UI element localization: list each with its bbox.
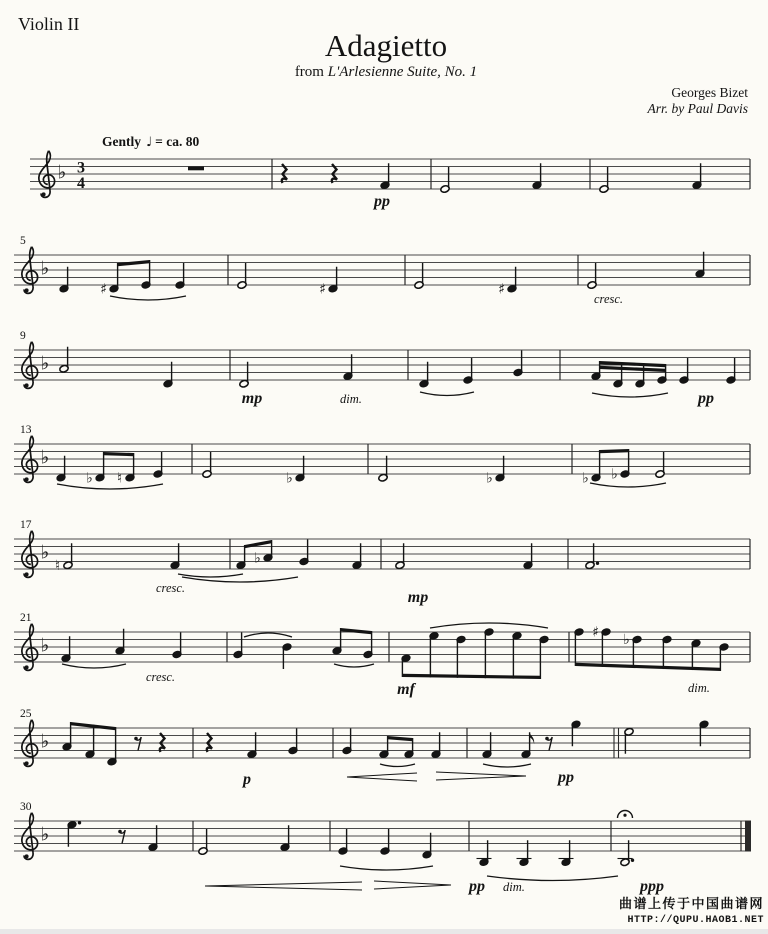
accidental-sharp: ♯ — [319, 281, 326, 298]
accidental-flat: ♭ — [286, 470, 293, 487]
tempo-value: = ca. 80 — [155, 134, 200, 149]
expression-text: dim. — [688, 681, 710, 695]
time-signature-numerator: 3 — [77, 159, 85, 177]
dynamic-marking: pp — [374, 193, 390, 210]
accidental-natural: ♮ — [116, 470, 123, 487]
dynamic-marking: p — [243, 771, 251, 788]
measure-number: 21 — [20, 612, 32, 624]
key-signature-flat: ♭ — [57, 161, 67, 184]
accidental-flat: ♭ — [254, 550, 261, 567]
accidental-sharp: ♯ — [498, 281, 505, 298]
dynamic-marking: pp — [469, 878, 485, 895]
clef-dot — [25, 854, 29, 858]
expression-text: cresc. — [594, 292, 624, 306]
key-signature-flat: ♭ — [40, 634, 50, 657]
measure-number: 25 — [20, 708, 32, 720]
measure-number: 5 — [20, 235, 26, 247]
measure-number: 30 — [20, 801, 32, 813]
accidental-sharp: ♯ — [100, 281, 107, 298]
clef-dot — [25, 477, 29, 481]
subtitle-work: L'Arlesienne Suite, No. 1 — [327, 64, 478, 80]
time-signature-denominator: 4 — [77, 174, 85, 192]
key-signature-flat: ♭ — [40, 730, 50, 753]
expression-text: cresc. — [146, 670, 176, 684]
clef-dot — [25, 761, 29, 765]
arranger: Arr. by Paul Davis — [647, 101, 748, 116]
dynamic-marking: mf — [397, 681, 415, 698]
accidental-flat: ♭ — [582, 470, 589, 487]
subtitle-prefix: from — [294, 64, 328, 80]
dynamic-marking: mp — [407, 589, 429, 606]
measure-number: 13 — [20, 424, 32, 436]
part-name: Violin II — [18, 14, 80, 34]
key-signature-flat: ♭ — [40, 257, 50, 280]
dynamic-marking: pp — [698, 390, 714, 407]
subtitle — [295, 64, 477, 80]
tempo-word: Gently — [102, 134, 141, 149]
dynamic-marking: pp — [558, 769, 574, 786]
fermata-icon — [623, 814, 626, 817]
accidental-flat: ♭ — [86, 470, 93, 487]
augmentation-dot — [596, 562, 599, 565]
accidental-flat: ♭ — [486, 470, 493, 487]
quarter-note-icon: ♩ — [146, 135, 153, 150]
expression-text: cresc. — [156, 581, 186, 595]
accidental-flat: ♭ — [623, 632, 630, 649]
clef-dot — [25, 288, 29, 292]
key-signature-flat: ♭ — [40, 823, 50, 846]
augmentation-dot — [631, 859, 634, 862]
accidental-sharp: ♯ — [592, 624, 599, 641]
expression-text: dim. — [340, 392, 362, 406]
clef-dot — [25, 572, 29, 576]
measure-number: 9 — [20, 330, 26, 342]
accidental-natural: ♮ — [54, 557, 61, 574]
accidental-flat: ♭ — [611, 466, 618, 483]
key-signature-flat: ♭ — [40, 446, 50, 469]
final-barline-thick — [745, 821, 751, 852]
clef-dot — [42, 192, 46, 196]
composer: Georges Bizet — [671, 85, 748, 100]
footer-url: HTTP://QUPU.HAOB1.NET — [627, 915, 764, 926]
tempo-marking — [102, 134, 199, 150]
expression-text: dim. — [503, 880, 525, 894]
dynamic-marking: mp — [241, 390, 263, 407]
measure-number: 17 — [20, 519, 32, 531]
clef-dot — [25, 665, 29, 669]
augmentation-dot — [78, 821, 81, 824]
whole-rest — [188, 167, 204, 171]
dynamic-marking: ppp — [640, 878, 664, 895]
page-title: Adagietto — [324, 28, 448, 63]
clef-dot — [25, 383, 29, 387]
key-signature-flat: ♭ — [40, 352, 50, 375]
key-signature-flat: ♭ — [40, 541, 50, 564]
footer-site-name: 曲谱上传于中国曲谱网 — [618, 897, 764, 912]
